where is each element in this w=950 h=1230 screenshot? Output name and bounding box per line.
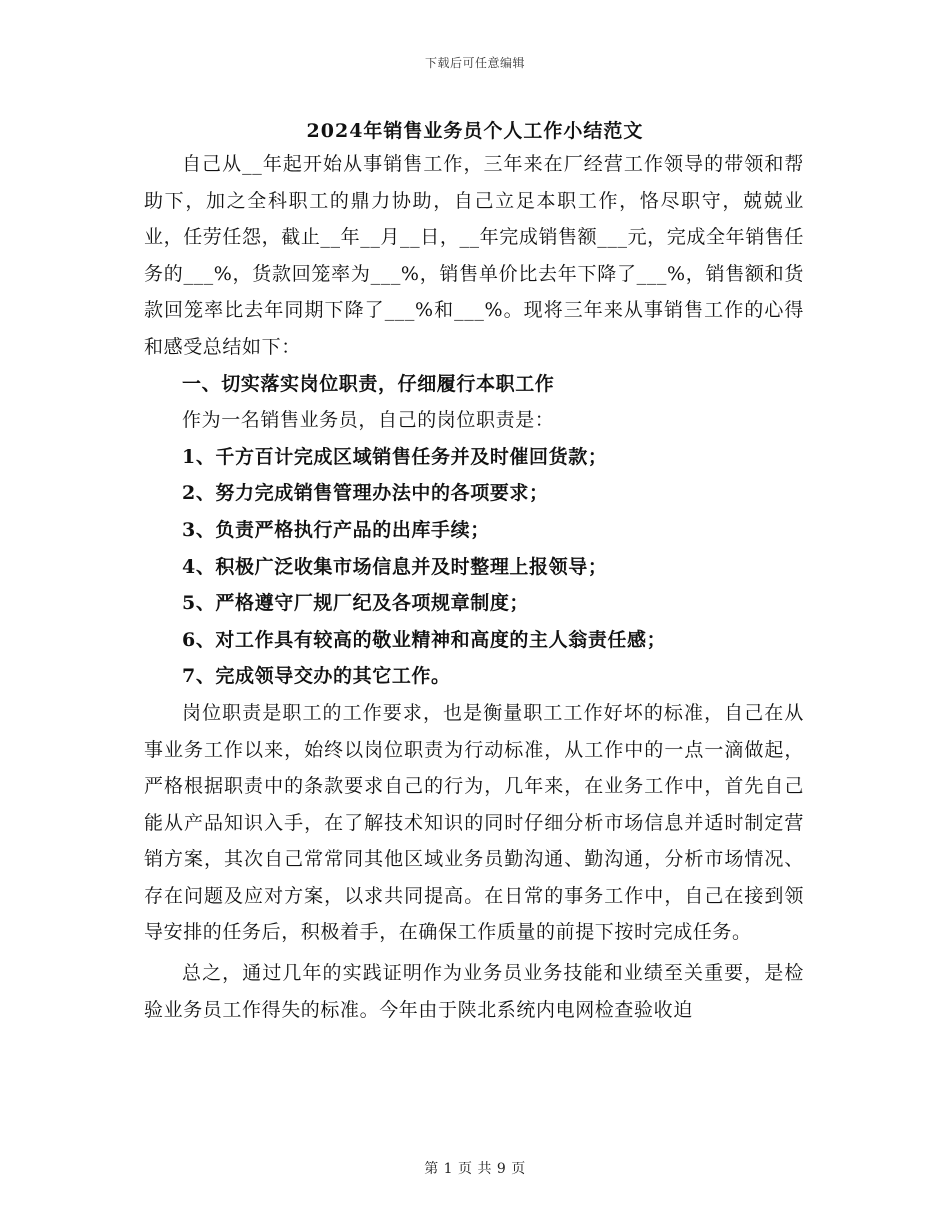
duties-intro: 作为一名销售业务员，自己的岗位职责是： (182, 409, 555, 432)
duty-item: 2、努力完成销售管理办法中的各项要求； (182, 482, 549, 505)
document-body (144, 146, 804, 1028)
intro-paragraph: 自己从__年起开始从事销售工作，三年来在厂经营工作领导的带领和帮助下，加之全科职工的鼎力协助，自己立足本职工作，恪尽职守，兢兢业业，任劳任怨，截止__年__月__日，__年完成销售额___元，完成全年销售任务的___%，货款回笼率为___%，销售单价比去年下降了___%，销售额和货款回笼率比去年同期下降了___%和___%。现将三年来从事销售工作的心得和感受总结如下： (144, 153, 804, 358)
duty-item: 1、千方百计完成区域销售任务并及时催回货款； (182, 445, 608, 468)
duty-item: 4、积极广泛收集市场信息并及时整理上报领导； (182, 555, 608, 578)
body-paragraph: 岗位职责是职工的工作要求，也是衡量职工工作好坏的标准，自己在从事业务工作以来，始终以岗位职责为行动标准，从工作中的一点一滴做起，严格根据职责中的条款要求自己的行为，几年来，在业务工作中，首先自己能从产品知识入手，在了解技术知识的同时仔细分析市场信息并适时制定营销方案，其次自己常常同其他区域业务员勤沟通、勤沟通，分析市场情况、存在问题及应对方案，以求共同提高。在日常的事务工作中，自己在接到领导安排的任务后，积极着手，在确保工作质量的前提下按时完成任务。 (144, 701, 804, 944)
duty-item: 7、完成领导交办的其它工作。 (182, 665, 451, 688)
page-number: 第 1 页 共 9 页 (424, 1161, 526, 1177)
header-note: 下载后可任意编辑 (424, 56, 525, 70)
section-heading: 一、切实落实岗位职责，仔细履行本职工作 (182, 372, 555, 395)
duty-item: 3、负责严格执行产品的出库手续； (182, 518, 490, 541)
duty-item: 5、严格遵守厂规厂纪及各项规章制度； (182, 592, 530, 615)
duty-item: 6、对工作具有较高的敬业精神和高度的主人翁责任感； (182, 628, 667, 651)
body-paragraph: 总之，通过几年的实践证明作为业务员业务技能和业绩至关重要，是检验业务员工作得失的标准。今年由于陕北系统内电网检查验收迫 (144, 962, 804, 1021)
document-title: 2024年销售业务员个人工作小结范文 (306, 120, 644, 142)
